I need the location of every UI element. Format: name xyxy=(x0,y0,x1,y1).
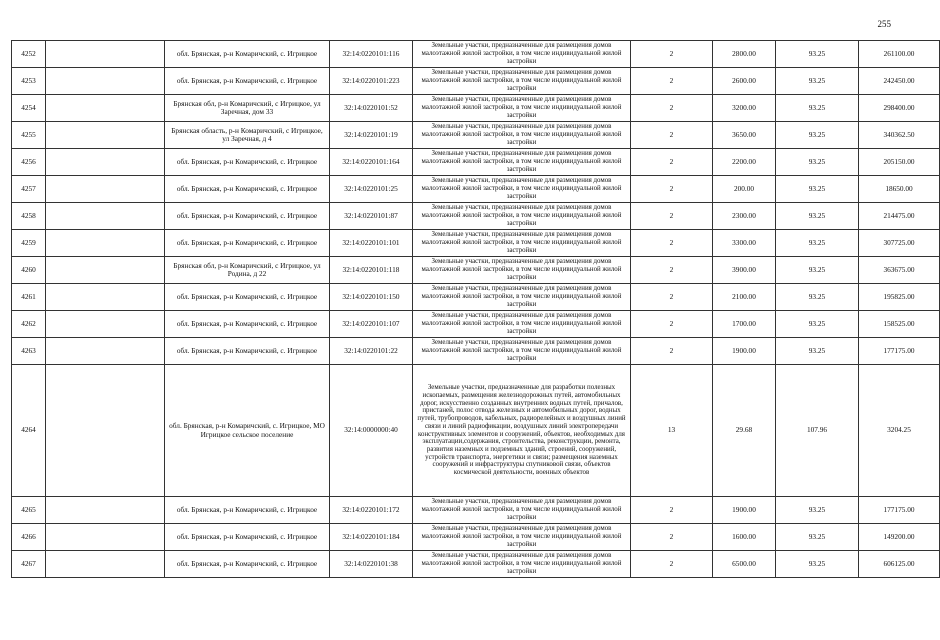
cadastral-number-cell: 32:14:0220101:101 xyxy=(330,230,413,257)
cadastral-number-cell: 32:14:0220101:116 xyxy=(330,41,413,68)
permitted-use-cell: Земельные участки, предназначенные для разработки полезных ископаемых, размещения железнодорожных путей, автомобильных дорог, искусственно созданных внутренних водных путей, причалов, пристаней, полос отвода железных и автомобильных дорог, водных путей, трубопроводов, кабельных, радиорелейных и воздушных линий связи и линий радиофикации, воздушных линий электропередачи конструктивных элементов и сооружений, объектов, необходимых для эксплуатации,содержания, строительства, реконструкции, ремонта, развития наземных и подземных зданий, строений, сооружений, устройств транспорта, энергетики и связи; размещения наземных сооружений и инфраструктуры спутниковой связи, объектов космической деятельности, военных объектов xyxy=(413,365,631,497)
cadastral-number-cell: 32:14:0220101:19 xyxy=(330,122,413,149)
blank-cell xyxy=(46,41,165,68)
table-row xyxy=(12,230,940,257)
row-number-cell: 4265 xyxy=(12,497,46,524)
permitted-use-cell: Земельные участки, предназначенные для размещения домов малоэтажной жилой застройки, в том числе индивидуальной жилой застройки xyxy=(413,338,631,365)
table-row xyxy=(12,203,940,230)
row-number-cell: 4266 xyxy=(12,524,46,551)
address-cell: обл. Брянская, р-н Комаричский, с. Игрицкое xyxy=(165,203,330,230)
cadastral-value-cell: 242450.00 xyxy=(859,68,940,95)
cadastral-value-cell: 298400.00 xyxy=(859,95,940,122)
area-cell: 3200.00 xyxy=(713,95,776,122)
row-number-cell: 4254 xyxy=(12,95,46,122)
address-cell: обл. Брянская, р-н Комаричский, с. Игрицкое xyxy=(165,284,330,311)
row-number-cell: 4264 xyxy=(12,365,46,497)
address-cell: обл. Брянская, р-н Комаричский, с. Игрицкое xyxy=(165,176,330,203)
permitted-use-cell: Земельные участки, предназначенные для размещения домов малоэтажной жилой застройки, в том числе индивидуальной жилой застройки xyxy=(413,122,631,149)
permitted-use-cell: Земельные участки, предназначенные для размещения домов малоэтажной жилой застройки, в том числе индивидуальной жилой застройки xyxy=(413,95,631,122)
cadastral-number-cell: 32:14:0220101:87 xyxy=(330,203,413,230)
cadastral-value-cell: 18650.00 xyxy=(859,176,940,203)
area-cell: 2600.00 xyxy=(713,68,776,95)
blank-cell xyxy=(46,524,165,551)
table-row xyxy=(12,497,940,524)
specific-value-cell: 93.25 xyxy=(776,497,859,524)
cadastral-value-cell: 606125.00 xyxy=(859,551,940,578)
specific-value-cell: 93.25 xyxy=(776,95,859,122)
table-row xyxy=(12,338,940,365)
permitted-use-cell: Земельные участки, предназначенные для размещения домов малоэтажной жилой застройки, в том числе индивидуальной жилой застройки xyxy=(413,41,631,68)
permitted-use-cell: Земельные участки, предназначенные для размещения домов малоэтажной жилой застройки, в том числе индивидуальной жилой застройки xyxy=(413,230,631,257)
area-cell: 3650.00 xyxy=(713,122,776,149)
cadastral-number-cell: 32:14:0220101:118 xyxy=(330,257,413,284)
blank-cell xyxy=(46,176,165,203)
cadastral-value-cell: 177175.00 xyxy=(859,338,940,365)
cadastral-number-cell: 32:14:0220101:52 xyxy=(330,95,413,122)
category-code-cell: 2 xyxy=(631,176,713,203)
cadastral-number-cell: 32:14:0220101:184 xyxy=(330,524,413,551)
specific-value-cell: 93.25 xyxy=(776,338,859,365)
table-row xyxy=(12,68,940,95)
blank-cell xyxy=(46,230,165,257)
specific-value-cell: 93.25 xyxy=(776,230,859,257)
address-cell: обл. Брянская, р-н Комаричский, с. Игрицкое, МО Игрицкое сельское поселение xyxy=(165,365,330,497)
specific-value-cell: 93.25 xyxy=(776,311,859,338)
area-cell: 29.68 xyxy=(713,365,776,497)
blank-cell xyxy=(46,365,165,497)
table-row xyxy=(12,365,940,497)
address-cell: обл. Брянская, р-н Комаричский, с. Игрицкое xyxy=(165,338,330,365)
category-code-cell: 2 xyxy=(631,497,713,524)
category-code-cell: 2 xyxy=(631,311,713,338)
specific-value-cell: 93.25 xyxy=(776,41,859,68)
address-cell: обл. Брянская, р-н Комаричский, с. Игрицкое xyxy=(165,524,330,551)
category-code-cell: 2 xyxy=(631,524,713,551)
cadastral-value-cell: 195825.00 xyxy=(859,284,940,311)
cadastral-value-cell: 205150.00 xyxy=(859,149,940,176)
specific-value-cell: 93.25 xyxy=(776,257,859,284)
area-cell: 1900.00 xyxy=(713,338,776,365)
specific-value-cell: 93.25 xyxy=(776,68,859,95)
cadastral-value-cell: 177175.00 xyxy=(859,497,940,524)
blank-cell xyxy=(46,284,165,311)
cadastral-number-cell: 32:14:0000000:40 xyxy=(330,365,413,497)
specific-value-cell: 107.96 xyxy=(776,365,859,497)
address-cell: Брянская обл, р-н Комаричский, с Игрицкое, ул Родина, д 22 xyxy=(165,257,330,284)
table-row xyxy=(12,284,940,311)
table-row xyxy=(12,149,940,176)
cadastral-number-cell: 32:14:0220101:223 xyxy=(330,68,413,95)
category-code-cell: 2 xyxy=(631,122,713,149)
table-row xyxy=(12,41,940,68)
cadastral-number-cell: 32:14:0220101:25 xyxy=(330,176,413,203)
blank-cell xyxy=(46,497,165,524)
category-code-cell: 2 xyxy=(631,230,713,257)
page-number: 255 xyxy=(877,19,891,29)
row-number-cell: 4263 xyxy=(12,338,46,365)
blank-cell xyxy=(46,149,165,176)
category-code-cell: 2 xyxy=(631,149,713,176)
cadastral-number-cell: 32:14:0220101:172 xyxy=(330,497,413,524)
area-cell: 1700.00 xyxy=(713,311,776,338)
cadastral-value-cell: 149200.00 xyxy=(859,524,940,551)
category-code-cell: 13 xyxy=(631,365,713,497)
cadastral-value-cell: 363675.00 xyxy=(859,257,940,284)
specific-value-cell: 93.25 xyxy=(776,176,859,203)
permitted-use-cell: Земельные участки, предназначенные для размещения домов малоэтажной жилой застройки, в том числе индивидуальной жилой застройки xyxy=(413,311,631,338)
row-number-cell: 4253 xyxy=(12,68,46,95)
blank-cell xyxy=(46,68,165,95)
permitted-use-cell: Земельные участки, предназначенные для размещения домов малоэтажной жилой застройки, в том числе индивидуальной жилой застройки xyxy=(413,284,631,311)
row-number-cell: 4257 xyxy=(12,176,46,203)
permitted-use-cell: Земельные участки, предназначенные для размещения домов малоэтажной жилой застройки, в том числе индивидуальной жилой застройки xyxy=(413,551,631,578)
row-number-cell: 4262 xyxy=(12,311,46,338)
address-cell: обл. Брянская, р-н Комаричский, с. Игрицкое xyxy=(165,68,330,95)
category-code-cell: 2 xyxy=(631,95,713,122)
row-number-cell: 4256 xyxy=(12,149,46,176)
category-code-cell: 2 xyxy=(631,338,713,365)
row-number-cell: 4252 xyxy=(12,41,46,68)
table-row xyxy=(12,524,940,551)
address-cell: обл. Брянская, р-н Комаричский, с. Игрицкое xyxy=(165,230,330,257)
row-number-cell: 4255 xyxy=(12,122,46,149)
category-code-cell: 2 xyxy=(631,41,713,68)
cadastral-number-cell: 32:14:0220101:107 xyxy=(330,311,413,338)
address-cell: обл. Брянская, р-н Комаричский, с. Игрицкое xyxy=(165,41,330,68)
row-number-cell: 4267 xyxy=(12,551,46,578)
cadastral-value-cell: 158525.00 xyxy=(859,311,940,338)
blank-cell xyxy=(46,551,165,578)
blank-cell xyxy=(46,122,165,149)
address-cell: обл. Брянская, р-н Комаричский, с. Игрицкое xyxy=(165,497,330,524)
cadastral-value-cell: 261100.00 xyxy=(859,41,940,68)
permitted-use-cell: Земельные участки, предназначенные для размещения домов малоэтажной жилой застройки, в том числе индивидуальной жилой застройки xyxy=(413,497,631,524)
area-cell: 2200.00 xyxy=(713,149,776,176)
cadastral-number-cell: 32:14:0220101:164 xyxy=(330,149,413,176)
area-cell: 2100.00 xyxy=(713,284,776,311)
specific-value-cell: 93.25 xyxy=(776,149,859,176)
area-cell: 1600.00 xyxy=(713,524,776,551)
cadastral-number-cell: 32:14:0220101:150 xyxy=(330,284,413,311)
permitted-use-cell: Земельные участки, предназначенные для размещения домов малоэтажной жилой застройки, в том числе индивидуальной жилой застройки xyxy=(413,149,631,176)
table-row xyxy=(12,176,940,203)
land-registry-table xyxy=(11,40,940,578)
address-cell: обл. Брянская, р-н Комаричский, с. Игрицкое xyxy=(165,551,330,578)
category-code-cell: 2 xyxy=(631,68,713,95)
row-number-cell: 4260 xyxy=(12,257,46,284)
category-code-cell: 2 xyxy=(631,551,713,578)
specific-value-cell: 93.25 xyxy=(776,551,859,578)
table-row xyxy=(12,95,940,122)
blank-cell xyxy=(46,257,165,284)
permitted-use-cell: Земельные участки, предназначенные для размещения домов малоэтажной жилой застройки, в том числе индивидуальной жилой застройки xyxy=(413,176,631,203)
cadastral-number-cell: 32:14:0220101:22 xyxy=(330,338,413,365)
area-cell: 2800.00 xyxy=(713,41,776,68)
cadastral-value-cell: 214475.00 xyxy=(859,203,940,230)
area-cell: 3300.00 xyxy=(713,230,776,257)
address-cell: Брянская обл, р-н Комаричский, с Игрицкое, ул Заречная, дом 33 xyxy=(165,95,330,122)
permitted-use-cell: Земельные участки, предназначенные для размещения домов малоэтажной жилой застройки, в том числе индивидуальной жилой застройки xyxy=(413,257,631,284)
address-cell: обл. Брянская, р-н Комаричский, с. Игрицкое xyxy=(165,149,330,176)
area-cell: 6500.00 xyxy=(713,551,776,578)
category-code-cell: 2 xyxy=(631,257,713,284)
table-row xyxy=(12,122,940,149)
area-cell: 3900.00 xyxy=(713,257,776,284)
table-body xyxy=(12,41,940,578)
specific-value-cell: 93.25 xyxy=(776,524,859,551)
address-cell: Брянская область, р-н Комаричский, с Игрицкое, ул Заречная, д 4 xyxy=(165,122,330,149)
blank-cell xyxy=(46,95,165,122)
row-number-cell: 4261 xyxy=(12,284,46,311)
cadastral-value-cell: 3204.25 xyxy=(859,365,940,497)
specific-value-cell: 93.25 xyxy=(776,284,859,311)
blank-cell xyxy=(46,311,165,338)
cadastral-value-cell: 307725.00 xyxy=(859,230,940,257)
table-row xyxy=(12,257,940,284)
area-cell: 1900.00 xyxy=(713,497,776,524)
specific-value-cell: 93.25 xyxy=(776,203,859,230)
table-row xyxy=(12,551,940,578)
area-cell: 200.00 xyxy=(713,176,776,203)
category-code-cell: 2 xyxy=(631,284,713,311)
specific-value-cell: 93.25 xyxy=(776,122,859,149)
row-number-cell: 4258 xyxy=(12,203,46,230)
permitted-use-cell: Земельные участки, предназначенные для размещения домов малоэтажной жилой застройки, в том числе индивидуальной жилой застройки xyxy=(413,524,631,551)
blank-cell xyxy=(46,338,165,365)
area-cell: 2300.00 xyxy=(713,203,776,230)
row-number-cell: 4259 xyxy=(12,230,46,257)
table-row xyxy=(12,311,940,338)
cadastral-number-cell: 32:14:0220101:38 xyxy=(330,551,413,578)
permitted-use-cell: Земельные участки, предназначенные для размещения домов малоэтажной жилой застройки, в том числе индивидуальной жилой застройки xyxy=(413,203,631,230)
category-code-cell: 2 xyxy=(631,203,713,230)
address-cell: обл. Брянская, р-н Комаричский, с. Игрицкое xyxy=(165,311,330,338)
permitted-use-cell: Земельные участки, предназначенные для размещения домов малоэтажной жилой застройки, в том числе индивидуальной жилой застройки xyxy=(413,68,631,95)
blank-cell xyxy=(46,203,165,230)
cadastral-value-cell: 340362.50 xyxy=(859,122,940,149)
